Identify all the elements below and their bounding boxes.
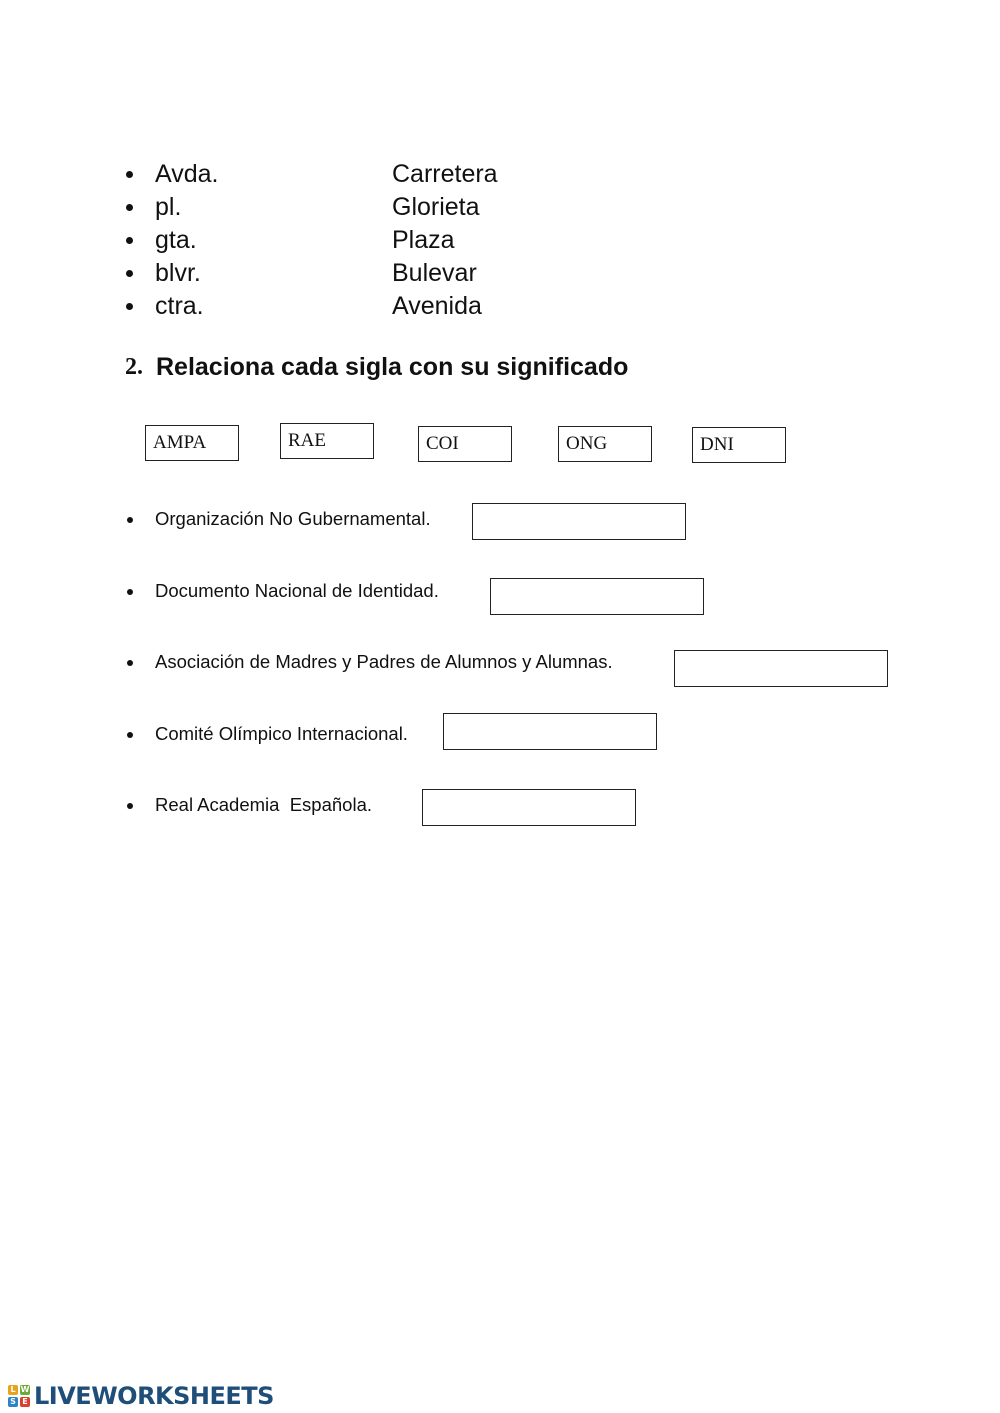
abbreviation-item: Avda. <box>155 160 219 188</box>
definition-ampa: Asociación de Madres y Padres de Alumnos y Alumnas. <box>155 651 613 672</box>
bullet <box>127 589 133 595</box>
abbreviation-item: pl. <box>155 193 182 221</box>
definition-rae: Real Academia Española. <box>155 794 372 815</box>
bullet <box>127 732 133 738</box>
meaning-item: Carretera <box>392 160 498 188</box>
answer-box-dni[interactable] <box>490 578 704 615</box>
exercise-number: 2. <box>125 354 143 380</box>
meaning-item: Glorieta <box>392 193 480 221</box>
logo-text: LIVEWORKSHEETS <box>34 1382 274 1410</box>
tile-dni[interactable]: DNI <box>692 427 786 463</box>
definition-coi: Comité Olímpico Internacional. <box>155 723 408 744</box>
tile-ampa[interactable]: AMPA <box>145 425 239 461</box>
bullet <box>127 660 133 666</box>
bullet <box>126 204 133 211</box>
exercise-title: Relaciona cada sigla con su significado <box>156 353 629 381</box>
definition-ong: Organización No Gubernamental. <box>155 508 431 529</box>
answer-box-ampa[interactable] <box>674 650 888 687</box>
logo-mark-icon: L W S E <box>8 1385 30 1407</box>
answer-box-coi[interactable] <box>443 713 657 750</box>
bullet <box>126 303 133 310</box>
tile-coi[interactable]: COI <box>418 426 512 462</box>
bullet <box>126 270 133 277</box>
bullet <box>127 517 133 523</box>
abbreviation-item: ctra. <box>155 292 204 320</box>
tile-ong[interactable]: ONG <box>558 426 652 462</box>
abbreviation-item: blvr. <box>155 259 201 287</box>
bullet <box>127 803 133 809</box>
definition-dni: Documento Nacional de Identidad. <box>155 580 439 601</box>
meaning-item: Bulevar <box>392 259 477 287</box>
liveworksheets-logo <box>8 1381 274 1411</box>
abbreviation-item: gta. <box>155 226 197 254</box>
answer-box-rae[interactable] <box>422 789 636 826</box>
bullet <box>126 237 133 244</box>
meaning-item: Plaza <box>392 226 455 254</box>
bullet <box>126 171 133 178</box>
tile-rae[interactable]: RAE <box>280 423 374 459</box>
meaning-item: Avenida <box>392 292 482 320</box>
answer-box-ong[interactable] <box>472 503 686 540</box>
